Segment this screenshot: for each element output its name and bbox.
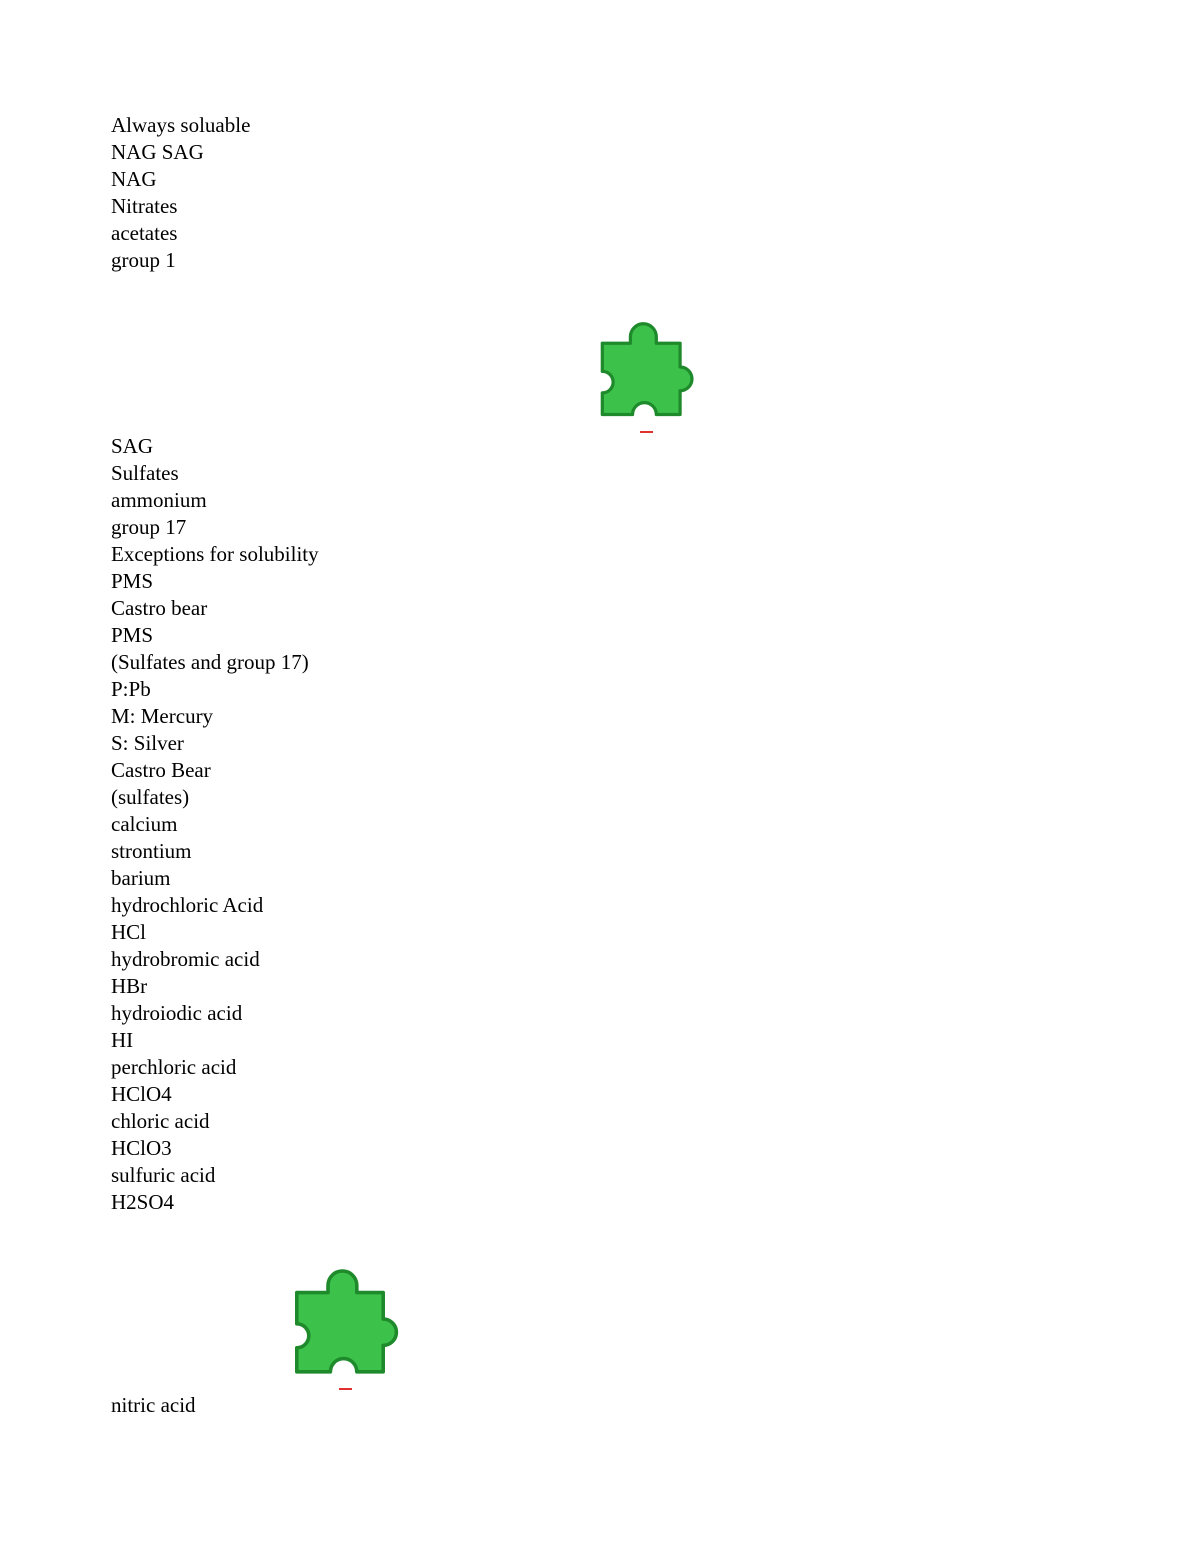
text-line: P:Pb: [111, 677, 151, 701]
text-line: (sulfates): [111, 785, 190, 809]
text-block-solubility-rules: [111, 433, 319, 1216]
text-line: Castro bear: [111, 596, 208, 620]
text-block-continuation: [111, 1392, 196, 1419]
text-line: group 17: [111, 515, 187, 539]
text-line: H2SO4: [111, 1190, 175, 1214]
text-line: acetates: [111, 221, 178, 245]
text-line: (Sulfates and group 17): [111, 650, 309, 674]
puzzle-piece-icon: [598, 313, 706, 421]
image-caption-mark: [339, 1388, 352, 1390]
puzzle-piece-icon: [292, 1259, 412, 1379]
text-line: calcium: [111, 812, 178, 836]
text-line: Always soluable: [111, 113, 251, 137]
text-line: group 1: [111, 248, 176, 272]
text-line: Sulfates: [111, 461, 179, 485]
text-line: HClO4: [111, 1082, 172, 1106]
text-line: NAG: [111, 167, 157, 191]
text-line: S: Silver: [111, 731, 184, 755]
text-line: hydrochloric Acid: [111, 893, 264, 917]
text-line: SAG: [111, 434, 154, 458]
text-line: HCl: [111, 920, 147, 944]
text-line: hydrobromic acid: [111, 947, 260, 971]
text-line: PMS: [111, 569, 154, 593]
text-line: strontium: [111, 839, 192, 863]
text-line: PMS: [111, 623, 154, 647]
text-line: HBr: [111, 974, 148, 998]
text-line: HClO3: [111, 1136, 172, 1160]
text-line: NAG SAG: [111, 140, 204, 164]
text-line: chloric acid: [111, 1109, 210, 1133]
text-block-solubility-intro: [111, 112, 250, 274]
text-line: HI: [111, 1028, 134, 1052]
text-line: Exceptions for solubility: [111, 542, 319, 566]
text-line: Nitrates: [111, 194, 178, 218]
text-line: M: Mercury: [111, 704, 214, 728]
text-line: barium: [111, 866, 171, 890]
text-line: ammonium: [111, 488, 207, 512]
text-line: nitric acid: [111, 1393, 196, 1417]
text-line: Castro Bear: [111, 758, 211, 782]
text-line: sulfuric acid: [111, 1163, 216, 1187]
image-caption-mark: [640, 431, 653, 433]
text-line: perchloric acid: [111, 1055, 237, 1079]
text-line: hydroiodic acid: [111, 1001, 243, 1025]
